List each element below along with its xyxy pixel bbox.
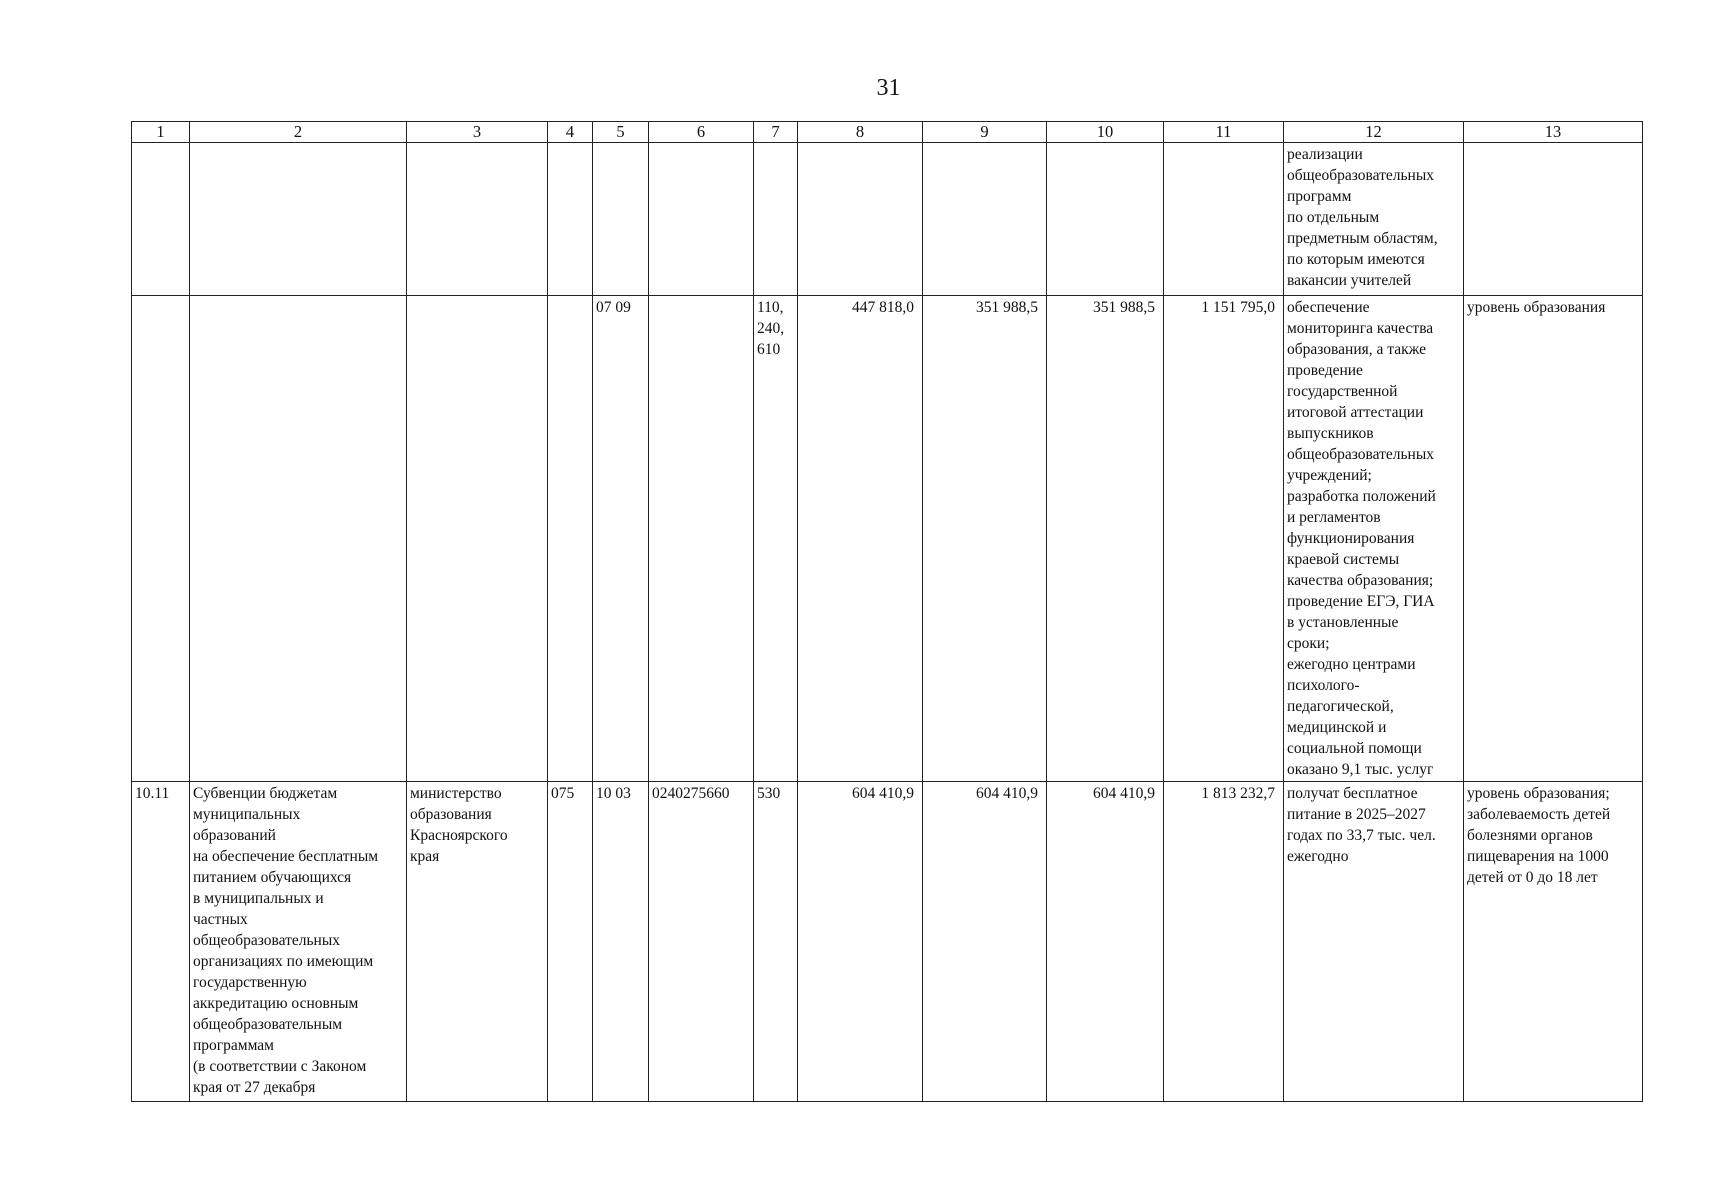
cell-executor: [407, 296, 548, 782]
cell-amount-2026: 351 988,5: [923, 296, 1047, 782]
page-number: 31: [876, 75, 901, 101]
table-header-row: [132, 122, 1643, 143]
cell-name: [190, 143, 407, 296]
cell-amount-2027: 351 988,5: [1047, 296, 1164, 782]
cell-rzpr: [593, 143, 649, 296]
col-header: 8: [798, 122, 923, 143]
table-row: [132, 782, 1643, 1102]
col-header: 4: [548, 122, 593, 143]
cell-executor: [407, 143, 548, 296]
cell-item-number: [132, 143, 190, 296]
cell-rzpr: 07 09: [593, 296, 649, 782]
cell-vr: [754, 143, 798, 296]
budget-table: [131, 121, 1643, 1102]
col-header: 10: [1047, 122, 1164, 143]
cell-name: [190, 296, 407, 782]
col-header: 12: [1284, 122, 1464, 143]
table-row: [132, 296, 1643, 782]
col-header: 11: [1164, 122, 1284, 143]
cell-csr: [649, 143, 754, 296]
cell-item-number: 10.11: [132, 782, 190, 1102]
cell-indicator: [1464, 143, 1643, 296]
cell-csr: 0240275660: [649, 782, 754, 1102]
cell-name: Субвенции бюджетам муниципальных образований на обеспечение бесплатным питанием обучающихся в муниципальных и частных общеобразовательных организациях по имеющим государственную аккредитацию основным общеобразовательным программам (в соответствии с Законом края от 27 декабря: [190, 782, 407, 1102]
cell-amount-total: 1 151 795,0: [1164, 296, 1284, 782]
col-header: 2: [190, 122, 407, 143]
col-header: 13: [1464, 122, 1643, 143]
col-header: 7: [754, 122, 798, 143]
cell-expected-result: обеспечение мониторинга качества образования, а также проведение государственной итоговой аттестации выпускников общеобразовательных учреждений; разработка положений и регламентов функционирования краевой системы качества образования; проведение ЕГЭ, ГИА в установленные сроки; ежегодно центрами психолого- педагогической, медицинской и социальной помощи оказано 9,1 тыс. услуг: [1284, 296, 1464, 782]
cell-amount-2027: [1047, 143, 1164, 296]
cell-vr: 530: [754, 782, 798, 1102]
cell-item-number: [132, 296, 190, 782]
cell-grbs: [548, 143, 593, 296]
cell-amount-2025: 447 818,0: [798, 296, 923, 782]
cell-rzpr: 10 03: [593, 782, 649, 1102]
col-header: 9: [923, 122, 1047, 143]
cell-amount-total: 1 813 232,7: [1164, 782, 1284, 1102]
cell-amount-2026: 604 410,9: [923, 782, 1047, 1102]
table-row: [132, 143, 1643, 296]
col-header: 3: [407, 122, 548, 143]
cell-amount-total: [1164, 143, 1284, 296]
cell-executor: министерство образования Красноярского края: [407, 782, 548, 1102]
cell-expected-result: получат бесплатное питание в 2025–2027 годах по 33,7 тыс. чел. ежегодно: [1284, 782, 1464, 1102]
cell-amount-2027: 604 410,9: [1047, 782, 1164, 1102]
cell-grbs: 075: [548, 782, 593, 1102]
cell-grbs: [548, 296, 593, 782]
cell-csr: [649, 296, 754, 782]
cell-amount-2025: 604 410,9: [798, 782, 923, 1102]
col-header: 6: [649, 122, 754, 143]
cell-indicator: уровень образования; заболеваемость детей болезнями органов пищеварения на 1000 детей от 0 до 18 лет: [1464, 782, 1643, 1102]
cell-vr: 110, 240, 610: [754, 296, 798, 782]
cell-expected-result: реализации общеобразовательных программ по отдельным предметным областям, по которым имеются вакансии учителей: [1284, 143, 1464, 296]
cell-indicator: уровень образования: [1464, 296, 1643, 782]
col-header: 5: [593, 122, 649, 143]
col-header: 1: [132, 122, 190, 143]
cell-amount-2025: [798, 143, 923, 296]
cell-amount-2026: [923, 143, 1047, 296]
